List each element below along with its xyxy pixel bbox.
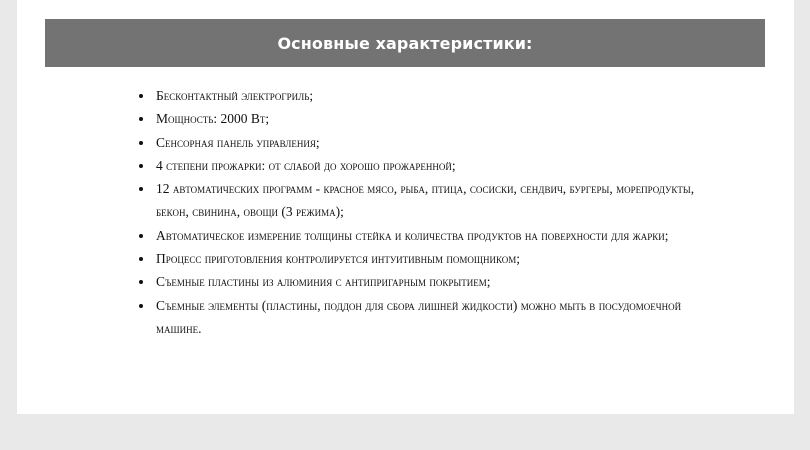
bullet-icon <box>139 304 143 308</box>
feature-item <box>139 84 699 107</box>
feature-text: 4 степени прожарки: от слабой до хорошо прожаренной; <box>156 157 456 173</box>
feature-item <box>139 294 699 341</box>
bullet-icon <box>139 187 143 191</box>
feature-text: 12 автоматических программ - красное мясо, рыба, птица, сосиски, сендвич, бургеры, морепродукты, бекон, свинина, овощи (3 режима); <box>156 181 695 220</box>
bullet-icon <box>139 117 143 121</box>
features-list <box>139 84 699 340</box>
feature-text: Бесконтактный электрогриль; <box>156 88 314 103</box>
feature-text: Сенсорная панель управления; <box>156 134 320 150</box>
bullet-icon <box>139 280 143 284</box>
feature-text: Процесс приготовления контролируется интуитивным помощником; <box>156 251 521 267</box>
feature-item <box>139 154 699 177</box>
bullet-icon <box>139 257 143 261</box>
feature-item <box>139 177 699 224</box>
feature-item <box>139 247 699 270</box>
feature-text: Съемные пластины из алюминия с антипригарным покрытием; <box>156 274 491 290</box>
feature-text: Автоматическое измерение толщины стейка и количества продуктов на поверхности для жарки; <box>156 227 669 243</box>
content-card <box>17 0 794 414</box>
bullet-icon <box>139 234 143 238</box>
bullet-icon <box>139 94 143 98</box>
bullet-icon <box>139 141 143 145</box>
feature-item <box>139 270 699 293</box>
section-header <box>45 19 765 67</box>
feature-item <box>139 107 699 130</box>
feature-text: Съемные элементы (пластины, поддон для сбора лишней жидкости) можно мыть в посудомоечной машине. <box>156 297 682 336</box>
section-title: Основные характеристики: <box>277 33 533 53</box>
feature-item <box>139 131 699 154</box>
bullet-icon <box>139 164 143 168</box>
feature-item <box>139 224 699 247</box>
feature-text: Мощность: 2000 Вт; <box>156 111 270 127</box>
